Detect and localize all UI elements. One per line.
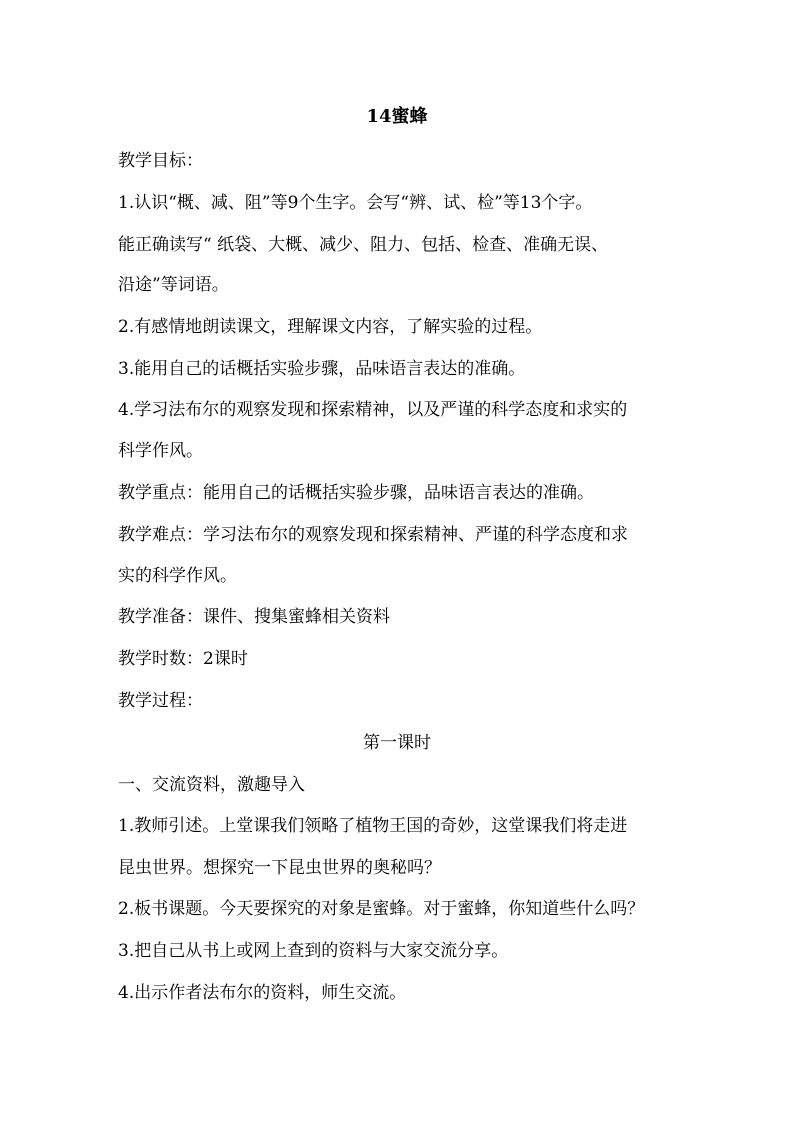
goal-1-line-2: 能正确读写“ 纸袋、大概、减少、阻力、包括、检查、准确无误、 [118,235,609,255]
goal-1-line-1: 1.认识“概、减、阻”等9个生字。会写“辨、试、检”等13个字。 [118,193,593,213]
teaching-difficulty-line-2: 实的科学作风。 [118,566,237,586]
step-1-line-2: 昆虫世界。想探究一下昆虫世界的奥秘吗？ [118,858,441,878]
document-title: 14蜜蜂 [366,106,428,127]
teaching-goals-heading: 教学目标： [118,151,203,171]
goal-3: 3.能用自己的话概括实验步骤，品味语言表达的准确。 [118,359,526,379]
section-1-heading: 一、交流资料，激趣导入 [118,775,305,795]
teaching-process-heading: 教学过程： [118,691,203,711]
step-1-line-1: 1.教师引述。上堂课我们领略了植物王国的奇妙，这堂课我们将走进 [118,816,628,836]
teaching-focus: 教学重点：能用自己的话概括实验步骤，品味语言表达的准确。 [118,483,594,503]
step-3: 3.把自己从书上或网上查到的资料与大家交流分享。 [118,941,509,961]
step-4: 4.出示作者法布尔的资料，师生交流。 [118,983,407,1003]
teaching-difficulty-line-1: 教学难点：学习法布尔的观察发现和探索精神、严谨的科学态度和求 [118,525,628,545]
goal-1-line-3: 沿途”等词语。 [118,275,229,295]
goal-4-line-2: 科学作风。 [118,441,203,461]
first-lesson-heading: 第一课时 [363,733,431,753]
teaching-hours: 教学时数：2课时 [118,649,248,669]
teaching-preparation: 教学准备：课件、搜集蜜蜂相关资料 [118,607,390,627]
goal-2: 2.有感情地朗读课文，理解课文内容，了解实验的过程。 [118,317,543,337]
step-2: 2.板书课题。今天要探究的对象是蜜蜂。对于蜜蜂，你知道些什么吗？ [118,899,645,919]
goal-4-line-1: 4.学习法布尔的观察发现和探索精神，以及严谨的科学态度和求实的 [118,400,628,420]
